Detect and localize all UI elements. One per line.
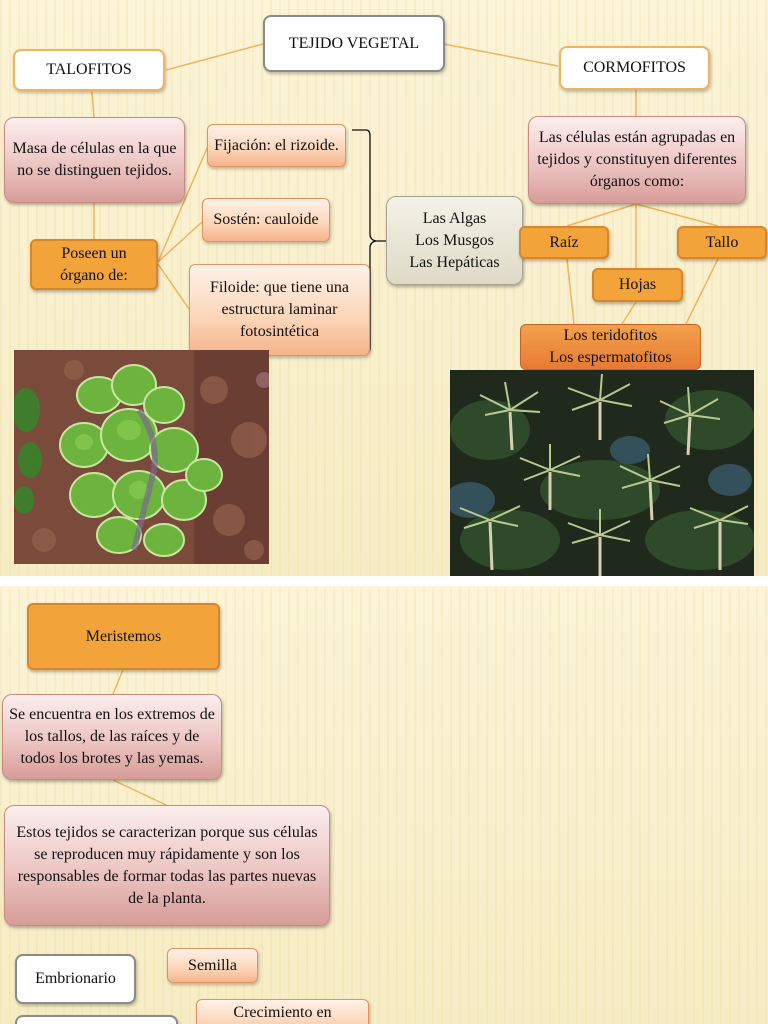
semilla-box — [167, 948, 258, 983]
cormofitos-description-box — [528, 116, 746, 204]
embrionario-box — [15, 954, 136, 1004]
title-text: TEJIDO VEGETAL — [288, 34, 420, 52]
talofitos-description-box — [4, 117, 185, 203]
talofitos-description: Masa de células en la que no se distinguen tejidos. — [12, 140, 177, 179]
talofitos-examples-box — [386, 196, 523, 285]
meristemos-title: Meristemos — [85, 627, 162, 645]
talofitos-box — [13, 49, 165, 91]
cormofitos-label: CORMOFITOS — [583, 59, 686, 76]
organ-text: Poseen un órgano de: — [60, 244, 128, 284]
raiz-box — [519, 226, 609, 259]
cycad-forest-photo — [450, 370, 754, 576]
cauloide-text: Sostén: cauloide — [213, 211, 319, 228]
filoide-box — [189, 264, 370, 356]
talofitos-examples: Las Algas Los Musgos Las Hepáticas — [409, 209, 500, 271]
tallo-text: Tallo — [705, 233, 739, 251]
semilla-text: Semilla — [188, 956, 237, 974]
location-text: Se encuentra en los extremos de los tallos, de las raíces y de todos los brotes y las yemas. — [9, 706, 215, 767]
cauloide-box — [202, 198, 330, 242]
cormofitos-examples: Los teridofitos Los espermatofitos — [549, 327, 672, 366]
cormofitos-examples-box — [520, 324, 701, 370]
location-box — [2, 694, 222, 780]
raiz-text: Raíz — [549, 233, 579, 251]
hojas-text: Hojas — [618, 276, 657, 293]
liverwort-photo — [14, 350, 269, 564]
embrionario-text: Embrionario — [35, 970, 116, 987]
growth-text: Crecimiento en — [233, 1004, 332, 1021]
second-type-box — [15, 1015, 178, 1024]
talofitos-label: TALOFITOS — [46, 61, 132, 78]
hojas-box — [592, 268, 683, 302]
filoide-text: Filoide: que tiene una estructura laminar fotosintética — [209, 279, 350, 340]
cormofitos-box — [559, 46, 710, 90]
rizoide-text: Fijación: el rizoide. — [214, 136, 339, 154]
characteristics-text: Estos tejidos se caracterizan porque sus células se reproducen muy rápidamente y son los responsables de formar todas las partes nuevas de la planta. — [16, 823, 318, 907]
slide-gap — [0, 576, 768, 586]
meristemos-box — [27, 603, 220, 670]
tallo-box — [677, 226, 767, 259]
cormofitos-description: Las células están agrupadas en tejidos y constituyen diferentes órganos como: — [537, 129, 737, 190]
slide-meristemos — [0, 586, 768, 1024]
growth-box — [196, 999, 369, 1024]
rizoide-box — [207, 124, 346, 167]
organ-box — [30, 239, 158, 290]
title-box — [263, 15, 445, 72]
characteristics-box — [4, 805, 330, 926]
